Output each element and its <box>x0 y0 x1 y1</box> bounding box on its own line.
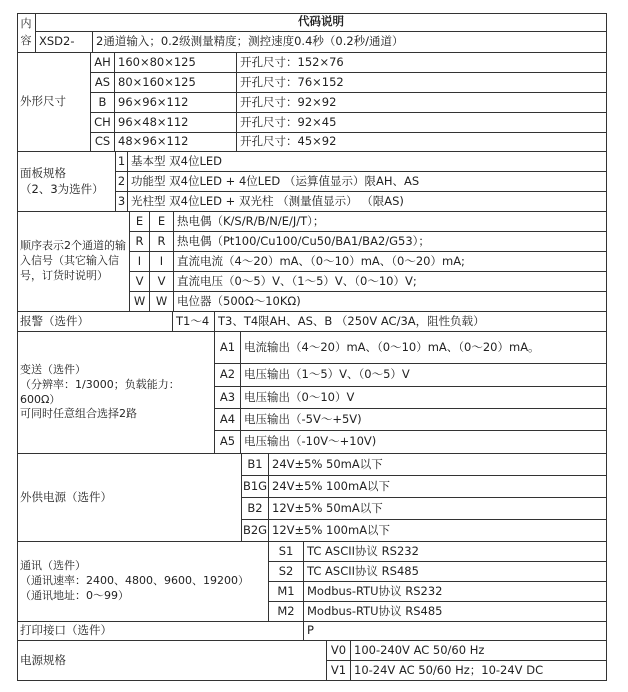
transmit-code: A1 <box>215 332 241 364</box>
transmit-code: A5 <box>215 431 241 454</box>
size-code: AH <box>91 53 115 73</box>
panel-code: 2 <box>116 172 128 192</box>
printer-code: P <box>304 622 607 641</box>
power-out-code: B2G <box>242 520 269 542</box>
size-code: CH <box>91 113 115 133</box>
panel-label-line2: （2、3为选件） <box>20 181 104 196</box>
printer-label: 打印接口（选件） <box>17 622 304 641</box>
transmit-code: A2 <box>215 364 241 387</box>
comm-label-line1: 通讯（选件） <box>20 559 86 573</box>
transmit-label-line3: 600Ω） <box>20 392 61 406</box>
power-out-code: B1 <box>242 454 269 476</box>
input-desc: 电位器（500Ω～10KΩ) <box>174 292 607 312</box>
input-code-ch1: E <box>130 212 150 232</box>
comm-label-line2: （通讯速率：2400、4800、9600、19200） <box>20 574 249 588</box>
power-code: V0 <box>327 641 351 661</box>
comm-label-line3: （通讯地址：0～99） <box>20 588 129 602</box>
power-desc: 10-24V AC 50/60 Hz；10-24V DC <box>351 661 607 681</box>
comm-desc: Modbus-RTU协议 RS232 <box>304 582 607 602</box>
size-label: 外形尺寸 <box>17 53 91 152</box>
comm-label <box>17 542 269 622</box>
size-cutout: 开孔尺寸：76×152 <box>237 73 607 93</box>
transmit-label-line2: （分辨率：1/3000；负载能力： <box>20 377 180 391</box>
input-code-ch2: R <box>150 232 174 252</box>
comm-desc: Modbus-RTU协议 RS485 <box>304 602 607 622</box>
comm-code: M1 <box>269 582 304 602</box>
panel-desc: 功能型 双4位LED + 4位LED （运算值显示）限AH、AS <box>128 172 607 192</box>
panel-label <box>17 152 116 212</box>
transmit-desc: 电流输出（4～20）mA、（0～10）mA、（0～20）mA。 <box>241 332 607 364</box>
transmit-desc: 电压输出（1～5）V、（0～5）V <box>241 364 607 387</box>
comm-code: S2 <box>269 562 304 582</box>
power-out-desc: 12V±5% 50mA以下 <box>269 498 607 520</box>
input-code-ch2: V <box>150 272 174 292</box>
power-desc: 100-240V AC 50/60 Hz <box>351 641 607 661</box>
size-code: B <box>91 93 115 113</box>
transmit-label-line1: 变送（选件） <box>20 362 86 376</box>
size-dims: 96×48×112 <box>115 113 237 133</box>
alarm-desc: T3、T4限AH、AS、B （250V AC/3A，阻性负载） <box>215 312 607 332</box>
size-code: CS <box>91 133 115 152</box>
transmit-code: A4 <box>215 409 241 431</box>
panel-label-line1: 面板规格 <box>20 165 66 180</box>
size-cutout: 开孔尺寸：92×45 <box>237 113 607 133</box>
alarm-code: T1～4 <box>173 312 215 332</box>
size-dims: 48×96×112 <box>115 133 237 152</box>
size-dims: 80×160×125 <box>115 73 237 93</box>
transmit-desc: 电压输出（-10V～+10V) <box>241 431 607 454</box>
input-desc: 直流电压（0～5）V、（1～5）V、（0～10）V; <box>174 272 607 292</box>
transmit-label-line4: 可同时任意组合选择2路 <box>20 407 137 421</box>
corner-label: 内容 <box>17 13 36 53</box>
panel-code: 3 <box>116 192 128 212</box>
input-desc: 直流电流（4～20）mA、（0～10）mA、（0～20）mA; <box>174 252 607 272</box>
table-title: 代码说明 <box>36 13 607 32</box>
transmit-desc: 电压输出（-5V～+5V) <box>241 409 607 431</box>
size-cutout: 开孔尺寸：45×92 <box>237 133 607 152</box>
panel-desc: 基本型 双4位LED <box>128 152 607 172</box>
size-dims: 96×96×112 <box>115 93 237 113</box>
input-code-ch2: E <box>150 212 174 232</box>
input-code-ch1: W <box>130 292 150 312</box>
power-out-label: 外供电源（选件） <box>17 454 242 542</box>
power-out-desc: 24V±5% 100mA以下 <box>269 476 607 498</box>
size-dims: 160×80×125 <box>115 53 237 73</box>
panel-code: 1 <box>116 152 128 172</box>
input-desc: 热电偶（Pt100/Cu100/Cu50/BA1/BA2/G53）； <box>174 232 607 252</box>
power-out-desc: 12V±5% 100mA以下 <box>269 520 607 542</box>
size-cutout: 开孔尺寸：152×76 <box>237 53 607 73</box>
power-out-desc: 24V±5% 50mA以下 <box>269 454 607 476</box>
comm-desc: TC ASCII协议 RS232 <box>304 542 607 562</box>
model-desc: 2通道输入；0.2级测量精度；测控速度0.4秒（0.2秒/通道） <box>93 32 607 53</box>
comm-code: M2 <box>269 602 304 622</box>
alarm-label: 报警（选件） <box>17 312 173 332</box>
power-label: 电源规格 <box>17 641 327 681</box>
transmit-label <box>17 332 215 454</box>
input-code-ch2: W <box>150 292 174 312</box>
input-label: 顺序表示2个通道的输入信号（其它输入信号，订货时说明） <box>17 212 130 312</box>
input-code-ch1: V <box>130 272 150 292</box>
input-code-ch1: I <box>130 252 150 272</box>
input-code-ch1: R <box>130 232 150 252</box>
comm-desc: TC ASCII协议 RS485 <box>304 562 607 582</box>
size-code: AS <box>91 73 115 93</box>
transmit-desc: 电压输出（0～10）V <box>241 387 607 409</box>
input-desc: 热电偶（K/S/R/B/N/E/J/T）； <box>174 212 607 232</box>
panel-desc: 光柱型 双4位LED + 双光柱 （测量值显示） （限AS) <box>128 192 607 212</box>
power-out-code: B2 <box>242 498 269 520</box>
input-code-ch2: I <box>150 252 174 272</box>
transmit-code: A3 <box>215 387 241 409</box>
size-cutout: 开孔尺寸：92×92 <box>237 93 607 113</box>
comm-code: S1 <box>269 542 304 562</box>
power-out-code: B1G <box>242 476 269 498</box>
model-code: XSD2- <box>36 32 93 53</box>
power-code: V1 <box>327 661 351 681</box>
